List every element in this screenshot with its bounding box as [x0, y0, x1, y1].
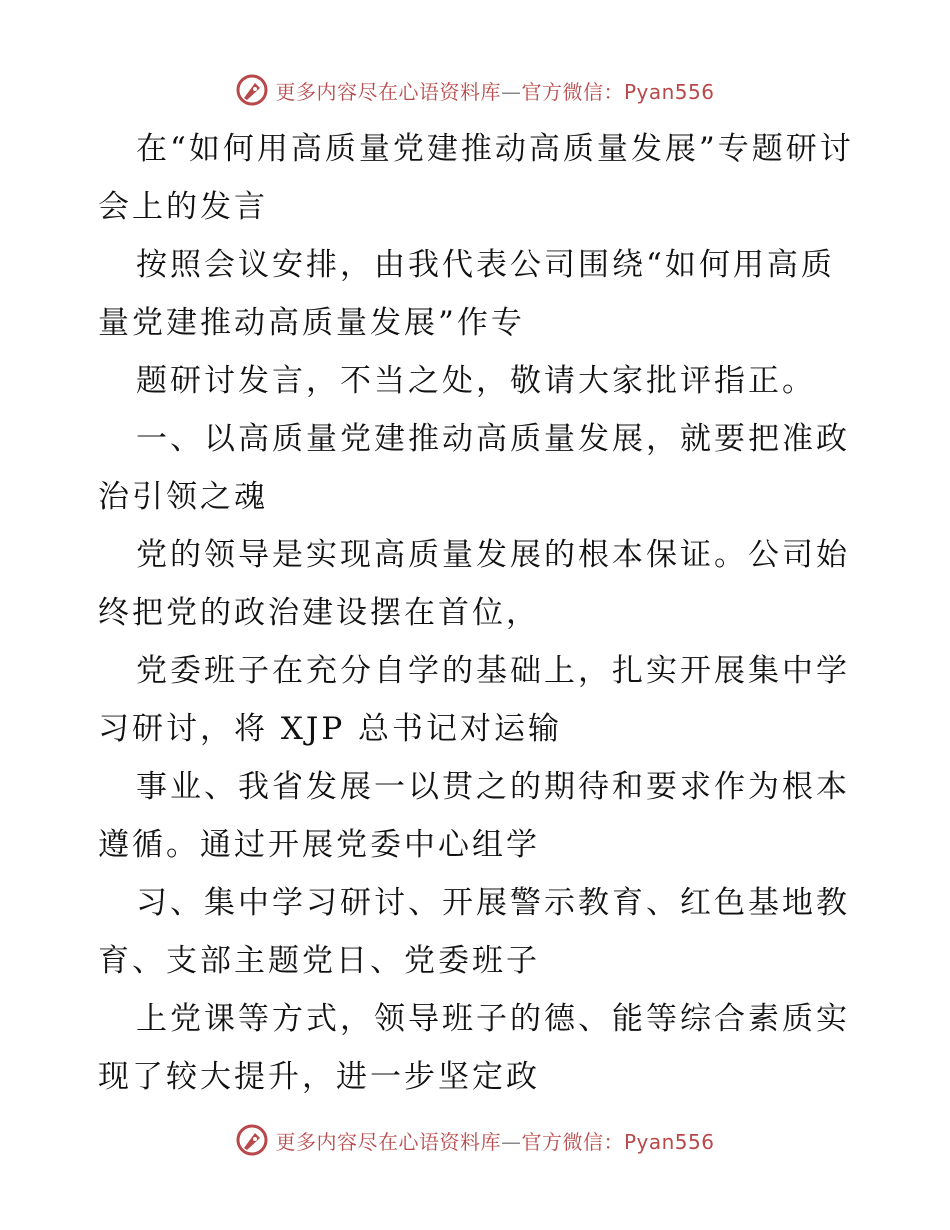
paragraph: 题研讨发言，不当之处，敬请大家批评指正。: [136, 363, 816, 399]
paragraph: 党委班子在充分自学的基础上，扎实开展集中学习研讨，将 XJP 总书记对运输: [98, 653, 850, 747]
watermark-dash: —: [500, 79, 522, 104]
watermark-contact-text: 官方微信：Pyan556: [521, 1129, 715, 1154]
paragraph-section-heading: 一、以高质量党建推动高质量发展，就要把准政治引领之魂: [98, 421, 850, 515]
watermark-site-text: 更多内容尽在心语资料库: [275, 79, 501, 104]
watermark-text: [275, 76, 714, 105]
header-watermark-banner: [0, 70, 950, 110]
footer-watermark-banner: [0, 1120, 950, 1160]
watermark-site-text: 更多内容尽在心语资料库: [275, 1129, 501, 1154]
paragraph: 上党课等方式，领导班子的德、能等综合素质实现了较大提升，进一步坚定政: [98, 1001, 850, 1095]
paragraph: 习、集中学习研讨、开展警示教育、红色基地教育、支部主题党日、党委班子: [98, 885, 850, 979]
watermark-dash: —: [500, 1129, 522, 1154]
paragraph: 党的领导是实现高质量发展的根本保证。公司始终把党的政治建设摆在首位，: [98, 537, 850, 631]
watermark-text: [275, 1126, 714, 1155]
paragraph-title: 在“如何用高质量党建推动高质量发展”专题研讨会上的发言: [98, 131, 854, 225]
pen-nib-logo-icon: [235, 1123, 269, 1157]
paragraph: 按照会议安排，由我代表公司围绕“如何用高质量党建推动高质量发展”作专: [98, 247, 835, 341]
document-body: [98, 120, 858, 1106]
paragraph: 事业、我省发展一以贯之的期待和要求作为根本遵循。通过开展党委中心组学: [98, 769, 850, 863]
pen-nib-logo-icon: [235, 73, 269, 107]
watermark-contact-text: 官方微信：Pyan556: [521, 79, 715, 104]
